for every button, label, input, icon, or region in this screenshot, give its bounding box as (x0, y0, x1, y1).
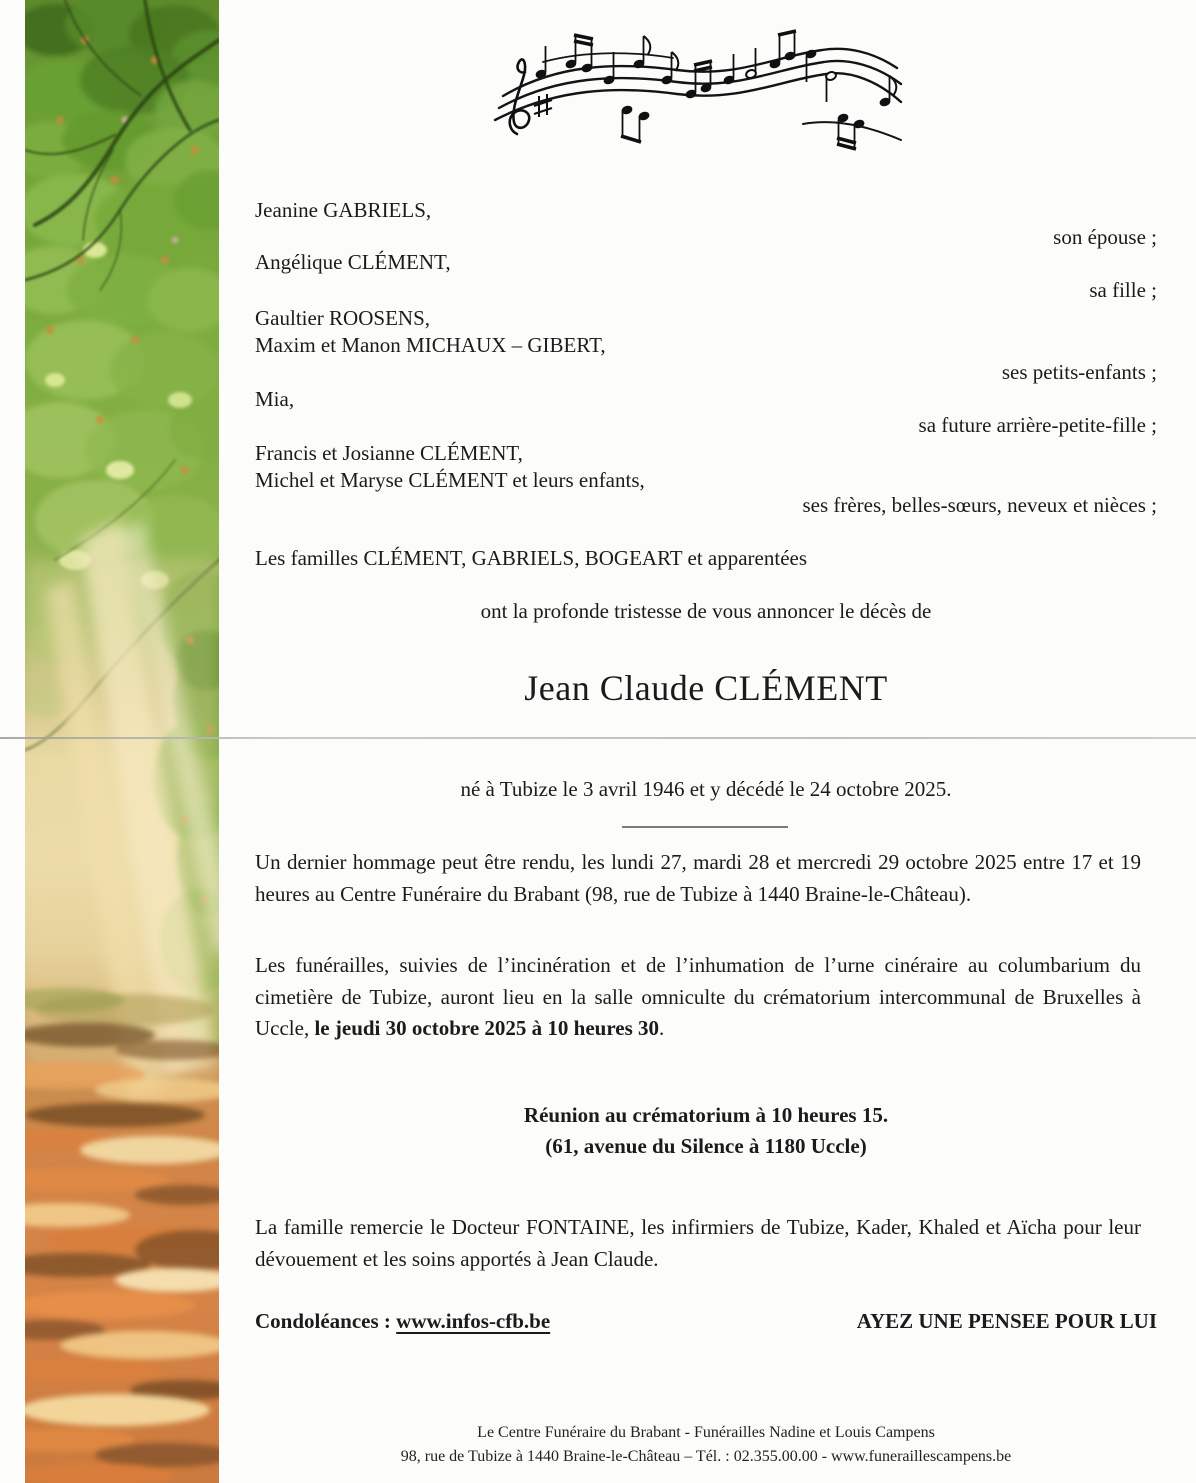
family-member-name: Jeanine GABRIELS, (255, 198, 432, 222)
relation-label: sa future arrière-petite-fille ; (918, 413, 1157, 437)
family-member-name: Mia, (255, 387, 295, 411)
deceased-name: Jean Claude CLÉMENT (524, 668, 888, 708)
condolences-link[interactable]: www.infos-cfb.be (396, 1309, 551, 1333)
family-member-name: Michel et Maryse CLÉMENT et leurs enfants, (255, 468, 645, 492)
musical-staff-graphic (487, 22, 911, 164)
family-member-name: Gaultier ROOSENS, (255, 306, 430, 330)
funeral-period: . (659, 1016, 665, 1040)
relation-label: ses petits-enfants ; (1001, 360, 1157, 384)
funeral-paragraph (255, 950, 1141, 1045)
life-dates: né à Tubize le 3 avril 1946 et y décédé le 24 octobre 2025. (460, 777, 952, 801)
meeting-line-1: Réunion au crématorium à 10 heures 15. (523, 1103, 889, 1127)
sharp-sign-icon (534, 94, 552, 117)
forest-path-photo (25, 0, 219, 1483)
thanks-paragraph: La famille remercie le Docteur FONTAINE, les infirmiers de Tubize, Kader, Khaled et Aïcha pour leur dévouement et les soins apportés à Jean Claude. (255, 1215, 1141, 1271)
relation-label: son épouse ; (1053, 225, 1157, 249)
section-divider (622, 826, 788, 828)
family-member-name: Maxim et Manon MICHAUX – GIBERT, (255, 333, 606, 357)
families-line: Les familles CLÉMENT, GABRIELS, BOGEART et apparentées (255, 546, 808, 570)
tribute-line: AYEZ UNE PENSEE POUR LUI (856, 1309, 1157, 1333)
announcement-line: ont la profonde tristesse de vous annoncer le décès de (480, 599, 932, 623)
meeting-line-2: (61, avenue du Silence à 1180 Uccle) (545, 1134, 867, 1158)
footer-line-1: Le Centre Funéraire du Brabant - Funérailles Nadine et Louis Campens (477, 1424, 935, 1441)
scan-fold-crease (0, 737, 1196, 739)
condolences-label: Condoléances : (255, 1309, 397, 1333)
family-member-name: Francis et Josianne CLÉMENT, (255, 441, 523, 465)
footer-line-2: 98, rue de Tubize à 1440 Braine-le-Château – Tél. : 02.355.00.00 - www.funeraillescampens.be (400, 1448, 1012, 1465)
funeral-text: Les funérailles, suivies de l’incinération et de l’inhumation de l’urne cinéraire au columbarium du cimetière de Tubize, auront lieu en la salle omniculte du crématorium intercommunal de Bruxelles à Uccle, (255, 953, 1141, 1040)
relation-label: ses frères, belles-sœurs, neveux et nièces ; (802, 493, 1157, 517)
forest-photo-texture (25, 0, 219, 1483)
family-member-name: Angélique CLÉMENT, (255, 250, 451, 274)
viewing-paragraph: Un dernier hommage peut être rendu, les lundi 27, mardi 28 et mercredi 29 octobre 2025 entre 17 et 19 heures au Centre Funéraire du Brabant (98, rue de Tubize à 1440 Braine-le-Château). (255, 850, 1141, 906)
relation-label: sa fille ; (1089, 278, 1157, 302)
funeral-datetime: le jeudi 30 octobre 2025 à 10 heures 30 (314, 1016, 659, 1040)
